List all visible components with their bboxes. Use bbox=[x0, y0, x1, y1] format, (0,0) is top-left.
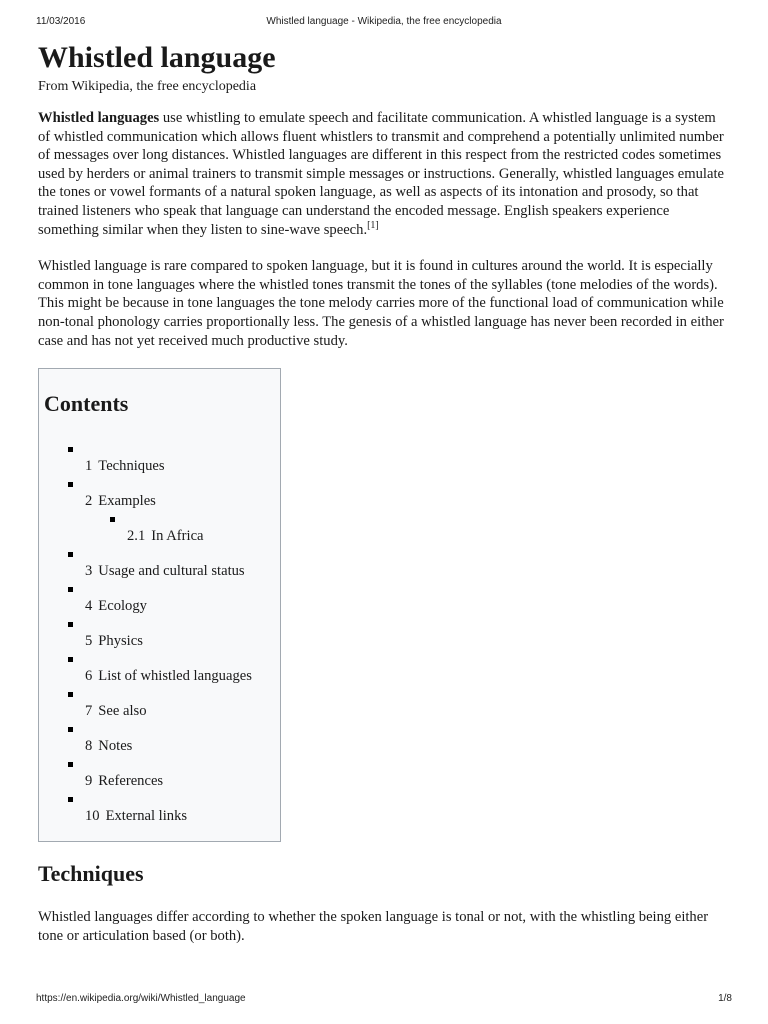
bullet-icon bbox=[68, 797, 73, 802]
toc-link[interactable]: 2.1 In Africa bbox=[127, 528, 204, 545]
print-date: 11/03/2016 bbox=[36, 16, 86, 27]
page-title: Whistled language bbox=[38, 41, 276, 74]
toc-link[interactable]: 9 References bbox=[85, 773, 164, 790]
toc-link[interactable]: 5 Physics bbox=[85, 633, 143, 650]
bullet-icon bbox=[68, 762, 73, 767]
second-paragraph: Whistled language is rare compared to spoken language, but it is found in cultures around the world. It is especially common in tone languages where the whistled tones transmit the tones of the syllables (tone melodies of the words). This might be because in tone languages the tone melody carries more of the functional load of communication while non-tonal phonology carries proportionally less. The genesis of a whistled language has never been recorded in either case and has not yet received much productive study. bbox=[38, 258, 724, 349]
article-content bbox=[38, 38, 730, 842]
toc-link[interactable]: 1 Techniques bbox=[85, 458, 165, 475]
bullet-icon bbox=[68, 727, 73, 732]
intro-bold-term: Whistled languages bbox=[38, 110, 160, 126]
print-url: https://en.wikipedia.org/wiki/Whistled_language bbox=[36, 993, 246, 1004]
toc-link[interactable]: 8 Notes bbox=[85, 738, 133, 755]
techniques-paragraph: Whistled languages differ according to whether the spoken language is tonal or not, with the whistling being either tone or articulation based (or both). bbox=[38, 909, 709, 944]
print-page-number: 1/8 bbox=[718, 993, 732, 1004]
toc-link[interactable]: 3 Usage and cultural status bbox=[85, 563, 245, 580]
toc-link[interactable]: 7 See also bbox=[85, 703, 147, 720]
print-header bbox=[0, 16, 768, 30]
bullet-icon bbox=[68, 447, 73, 452]
bullet-icon bbox=[68, 552, 73, 557]
bullet-icon bbox=[68, 482, 73, 487]
toc-title: Contents bbox=[44, 391, 129, 417]
bullet-icon bbox=[68, 587, 73, 592]
intro-paragraph bbox=[38, 109, 730, 239]
tagline: From Wikipedia, the free encyclopedia bbox=[38, 79, 257, 94]
intro-text: use whistling to emulate speech and facilitate communication. A whistled language is a system of whistled communication which allows fluent whistlers to transmit and comprehend a potentially unlimited number of messages over long distances. Whistled languages are different in this respect from the restricted codes sometimes used by herders or animal trainers to transmit simple messages or instructions. Generally, whistled languages emulate the tones or vowel formants of a natural spoken language, as well as aspects of its intonation and prosody, so that trained listeners who speak that language can understand the encoded message. English speakers experience something similar when they listen to sine-wave speech. bbox=[38, 110, 724, 238]
toc-link[interactable]: 6 List of whistled languages bbox=[85, 668, 252, 685]
toc-link[interactable]: 4 Ecology bbox=[85, 598, 147, 615]
bullet-icon bbox=[68, 622, 73, 627]
citation-link-1[interactable]: [1] bbox=[367, 219, 379, 231]
section-heading-techniques: Techniques bbox=[38, 861, 144, 886]
table-of-contents bbox=[38, 368, 281, 842]
bullet-icon bbox=[110, 517, 115, 522]
toc-link[interactable]: 10 External links bbox=[85, 808, 188, 825]
toc-link[interactable]: 2 Examples bbox=[85, 493, 156, 510]
print-footer bbox=[0, 993, 768, 1007]
bullet-icon bbox=[68, 692, 73, 697]
bullet-icon bbox=[68, 657, 73, 662]
print-doc-title: Whistled language - Wikipedia, the free encyclopedia bbox=[266, 16, 502, 27]
